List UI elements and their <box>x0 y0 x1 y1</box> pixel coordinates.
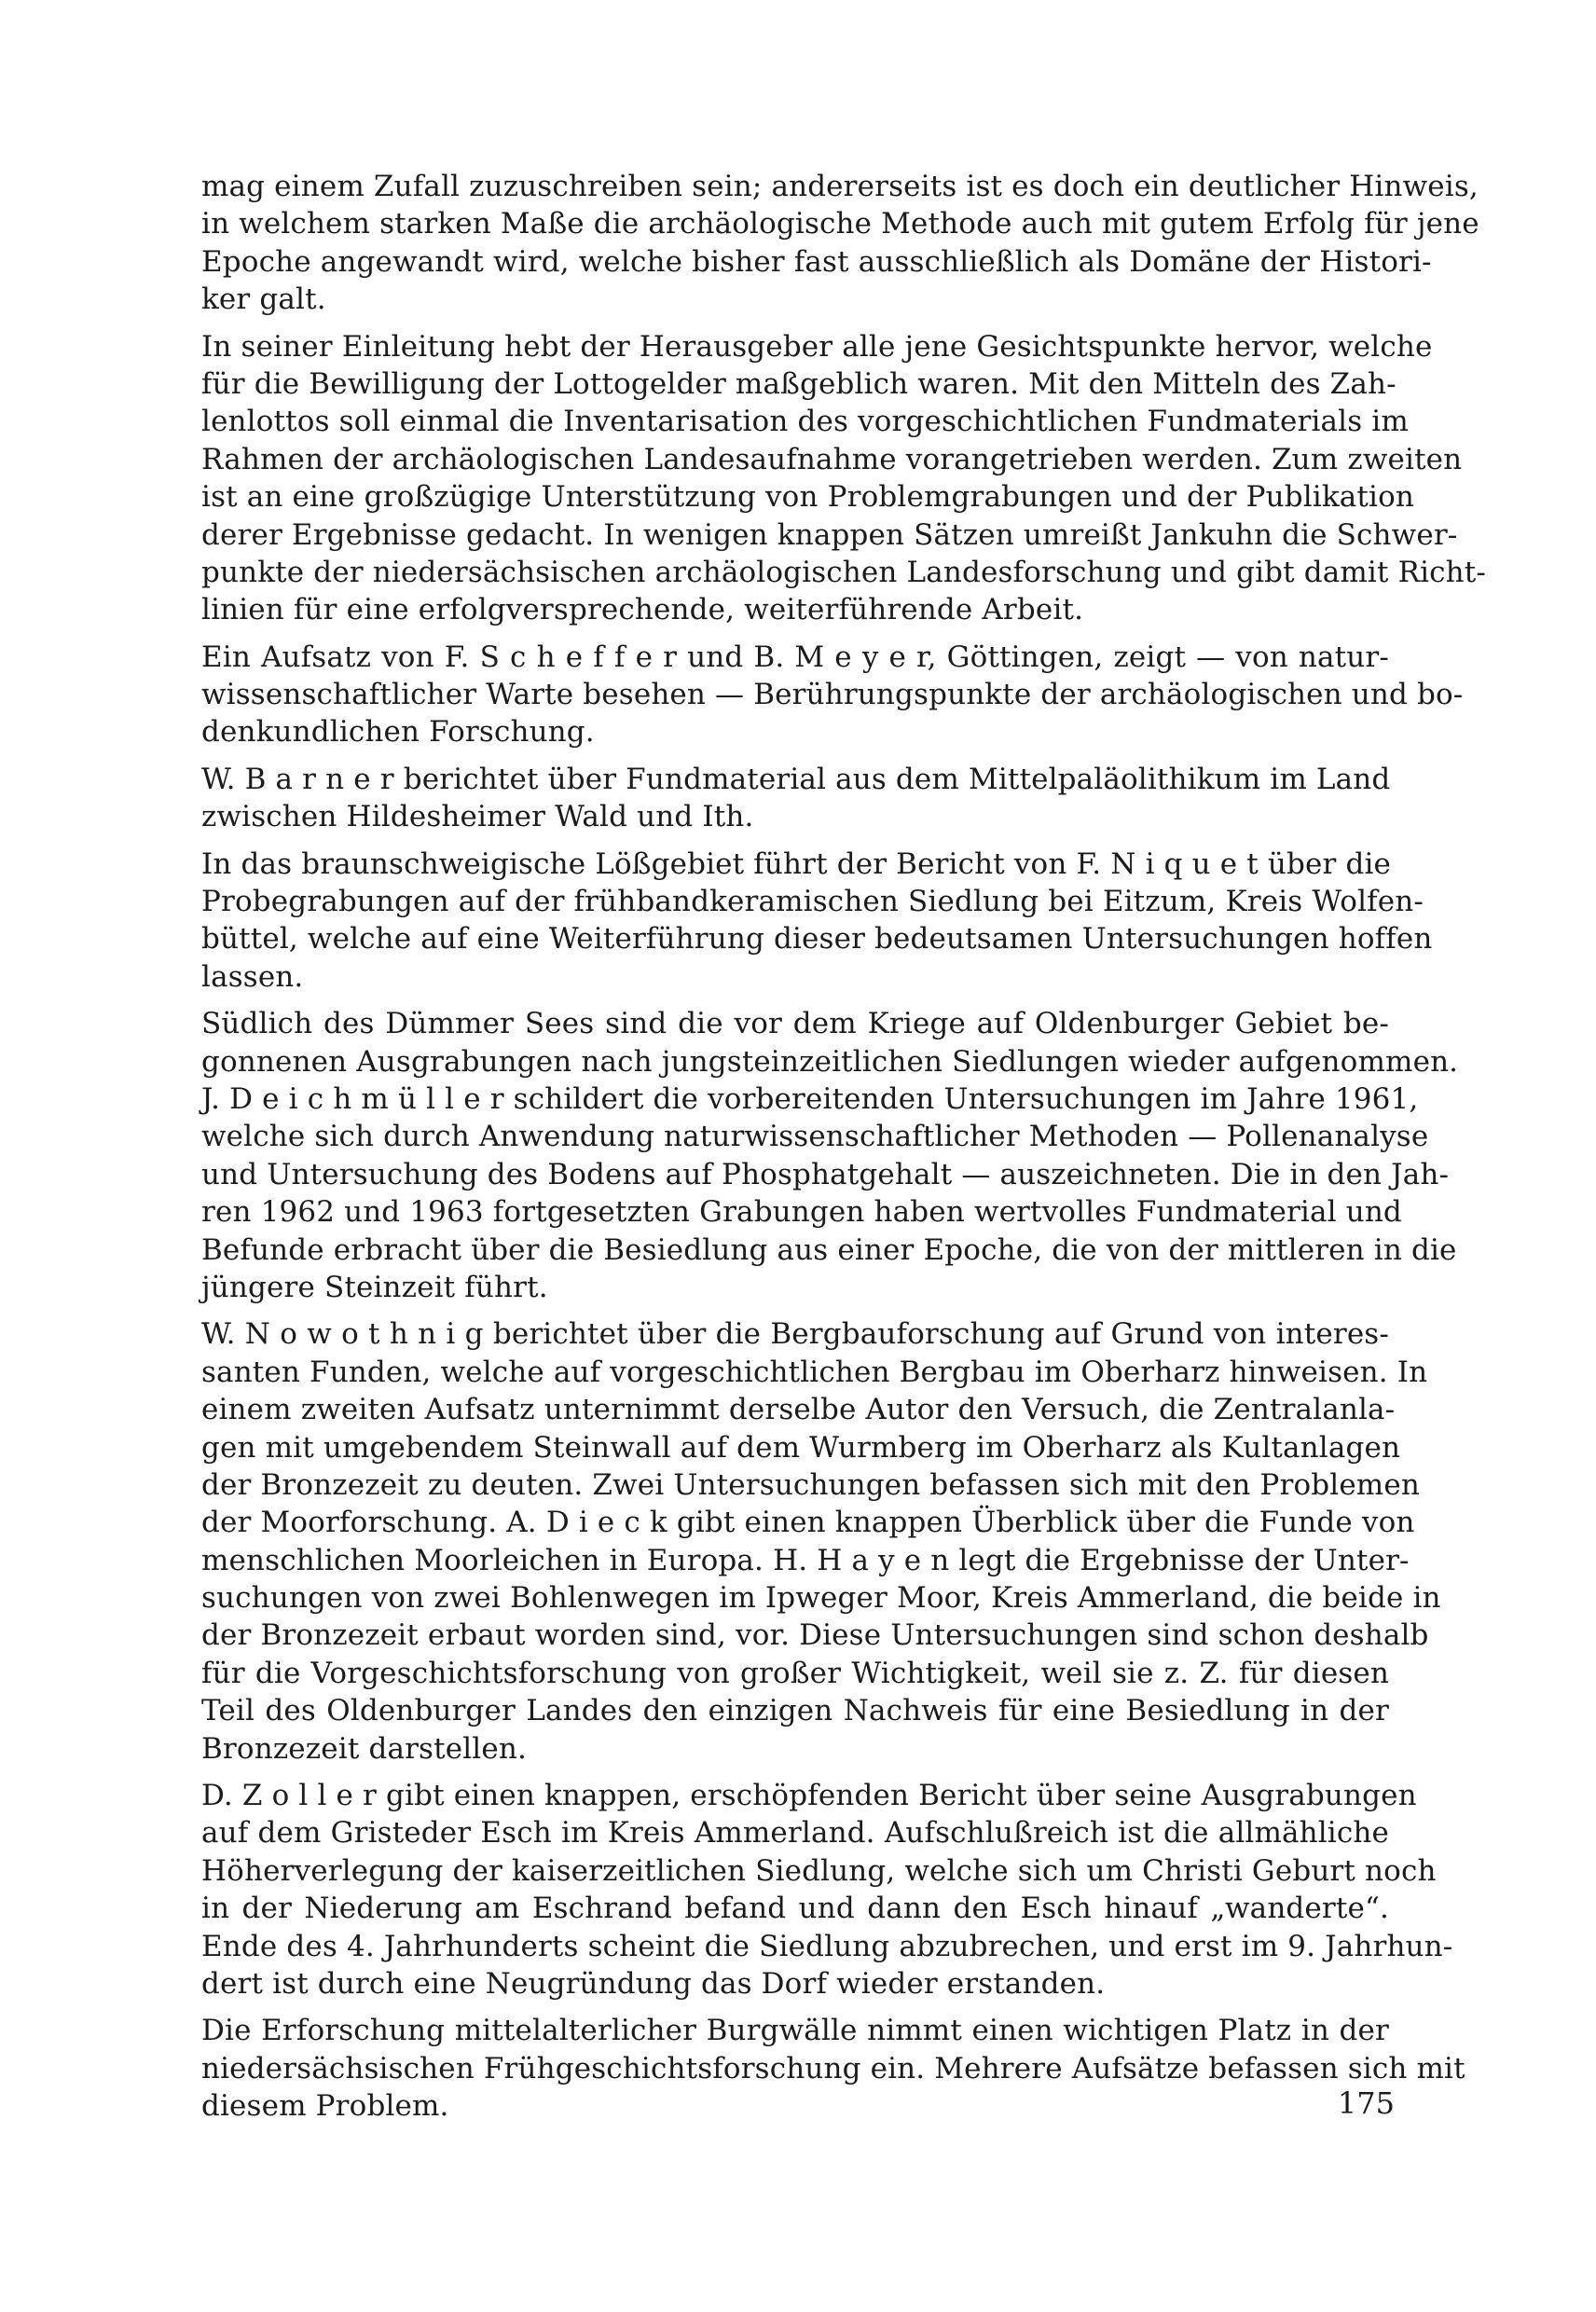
text-line: dert ist durch eine Neugründung das Dorf wieder erstanden. <box>201 1966 1106 2001</box>
text-line: Höherverlegung der kaiserzeitlichen Siedlung, welche sich um Christi Geburt noch <box>201 1853 1437 1888</box>
text-line: niedersächsischen Frühgeschichtsforschung ein. Mehrere Aufsätze befassen sich mit <box>201 2051 1465 2085</box>
text-line: wissenschaftlicher Warte besehen — Berührungspunkte der archäologischen und bo- <box>201 678 1464 712</box>
text-line: lassen. <box>201 959 304 994</box>
text-line: büttel, welche auf eine Weiterführung dieser bedeutsamen Untersuchungen hoffen <box>201 922 1433 956</box>
text-line: Teil des Oldenburger Landes den einzigen Nachweis für eine Besiedlung in der <box>201 1694 1389 1728</box>
text-line: In seiner Einleitung hebt der Herausgeber alle jene Gesichtspunkte hervor, welche <box>201 329 1433 364</box>
text-line: gonnenen Ausgrabungen nach jungsteinzeitlichen Siedlungen wieder aufgenommen. <box>201 1044 1459 1079</box>
text-line: Rahmen der archäologischen Landesaufnahme vorangetrieben werden. Zum zweiten <box>201 442 1463 476</box>
text-line: Bronzezeit darstellen. <box>201 1731 527 1766</box>
text-line: der Moorforschung. A. D i e c k gibt einen knappen Überblick über die Funde von <box>201 1506 1415 1540</box>
text-line: Probegrabungen auf der frühbandkeramischen Siedlung bei Eitzum, Kreis Wolfen- <box>201 885 1424 919</box>
text-line: Ein Aufsatz von F. S c h e f f e r und B. M e y e r, Göttingen, zeigt — von natur- <box>201 640 1389 674</box>
text-line: auf dem Gristeder Esch im Kreis Ammerland. Aufschlußreich ist die allmähliche <box>201 1816 1389 1851</box>
paragraph-9 <box>201 2012 1465 2125</box>
text-line: ren 1962 und 1963 fortgesetzten Grabungen haben wertvolles Fundmaterial und <box>201 1195 1402 1230</box>
text-line: der Bronzezeit zu deuten. Zwei Untersuchungen befassen sich mit den Problemen <box>201 1467 1420 1502</box>
paragraph-4 <box>201 761 1389 836</box>
text-line: und Untersuchung des Bodens auf Phosphatgehalt — auszeichneten. Die in den Jah- <box>201 1157 1450 1191</box>
text-line: D. Z o l l e r gibt einen knappen, erschöpfenden Bericht über seine Ausgrabungen <box>201 1779 1417 1813</box>
paragraph-7 <box>201 1315 1441 1768</box>
paragraph-8 <box>201 1777 1453 2002</box>
text-line: In das braunschweigische Lößgebiet führt der Bericht von F. N i q u e t über die <box>201 846 1392 881</box>
text-line: Südlich des Dümmer Sees sind die vor dem Kriege auf Oldenburger Gebiet be- <box>201 1007 1389 1041</box>
text-line: jüngere Steinzeit führt. <box>201 1270 548 1304</box>
text-line: suchungen von zwei Bohlenwegen im Ipweger Moor, Kreis Ammerland, die beide in <box>201 1581 1441 1616</box>
text-line: denkundlichen Forschung. <box>201 715 595 750</box>
text-line: W. N o w o t h n i g berichtet über die Bergbauforschung auf Grund von interes- <box>201 1317 1389 1352</box>
text-line: punkte der niedersächsischen archäologischen Landesforschung und gibt damit Richt- <box>201 555 1487 589</box>
paragraph-3 <box>201 639 1464 751</box>
paragraph-5 <box>201 846 1433 997</box>
text-line: für die Vorgeschichtsforschung von großer Wichtigkeit, weil sie z. Z. für diesen <box>201 1656 1389 1690</box>
text-line: Befunde erbracht über die Besiedlung aus einer Epoche, die von der mittleren in die <box>201 1232 1457 1267</box>
text-line: Die Erforschung mittelalterlicher Burgwälle nimmt einen wichtigen Platz in der <box>201 2014 1389 2048</box>
paragraph-1 <box>201 168 1479 319</box>
text-line: gen mit umgebendem Steinwall auf dem Wurmberg im Oberharz als Kultanlagen <box>201 1430 1401 1465</box>
paragraph-2 <box>201 328 1487 629</box>
text-line: lenlottos soll einmal die Inventarisation des vorgeschichtlichen Fundmaterials im <box>201 405 1409 439</box>
text-line: diesem Problem. <box>201 2089 449 2124</box>
text-line: santen Funden, welche auf vorgeschichtlichen Bergbau im Oberharz hinweisen. In <box>201 1355 1428 1389</box>
text-line: welche sich durch Anwendung naturwissenschaftlicher Methoden — Pollenanalyse <box>201 1120 1429 1154</box>
text-line: derer Ergebnisse gedacht. In wenigen knappen Sätzen umreißt Jankuhn die Schwer- <box>201 517 1458 552</box>
text-line: Ende des 4. Jahrhunderts scheint die Siedlung abzubrechen, und erst im 9. Jahrhun- <box>201 1929 1453 1963</box>
text-line: mag einem Zufall zuzuschreiben sein; andererseits ist es doch ein deutlicher Hinweis, <box>201 170 1479 203</box>
text-line: ist an eine großzügige Unterstützung von Problemgrabungen und der Publikation <box>201 480 1415 515</box>
text-line: für die Bewilligung der Lottogelder maßgeblich waren. Mit den Mitteln des Zah- <box>201 366 1396 401</box>
page-body-text <box>201 168 1487 2135</box>
text-line: in welchem starken Maße die archäologische Methode auch mit gutem Erfolg für jene <box>201 207 1479 241</box>
text-line: der Bronzezeit erbaut worden sind, vor. Diese Untersuchungen sind schon deshalb <box>201 1618 1429 1653</box>
text-line: einem zweiten Aufsatz unternimmt derselbe Autor den Versuch, die Zentralanla- <box>201 1393 1396 1427</box>
text-line: zwischen Hildesheimer Wald und Ith. <box>201 800 754 834</box>
page-number: 175 <box>1337 2085 1395 2121</box>
text-line: linien für eine erfolgversprechende, weiterführende Arbeit. <box>201 593 1084 627</box>
text-line: Epoche angewandt wird, welche bisher fast ausschließlich als Domäne der Histori- <box>201 244 1432 279</box>
text-line: W. B a r n e r berichtet über Fundmaterial aus dem Mittelpaläolithikum im Land <box>201 762 1391 796</box>
text-line: ker galt. <box>201 282 326 317</box>
text-line: in der Niederung am Eschrand befand und dann den Esch hinauf „wanderte“. <box>201 1892 1389 1926</box>
text-line: menschlichen Moorleichen in Europa. H. H a y e n legt die Ergebnisse der Unter- <box>201 1543 1410 1577</box>
text-line: J. D e i c h m ü l l e r schildert die vorbereitenden Untersuchungen im Jahre 1961, <box>201 1081 1419 1116</box>
paragraph-6 <box>201 1005 1459 1306</box>
